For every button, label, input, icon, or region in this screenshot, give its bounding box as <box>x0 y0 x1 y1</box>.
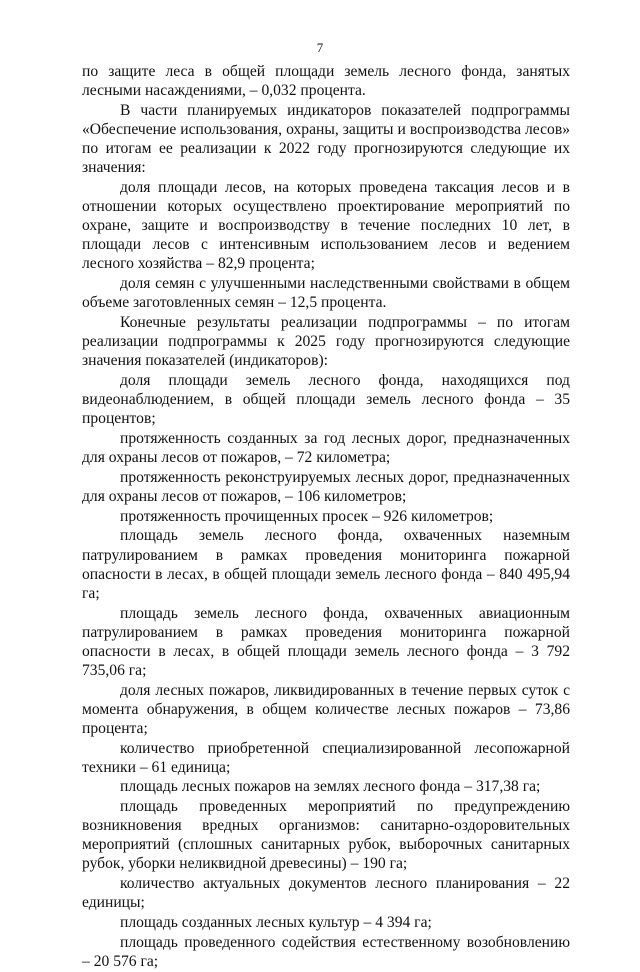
paragraph-air-patrol: площадь земель лесного фонда, охваченных авиационным патрулированием в рамках проведения мониторинга пожарной опасности в лесах, в общей площади земель лесного фонда – 3 792 735,06 га; <box>82 604 570 679</box>
page-number: 7 <box>316 40 324 55</box>
paragraph-seeds-share: доля семян с улучшенными наследственными свойствами в общем объеме заготовленных семян – 12,5 процента. <box>82 275 570 312</box>
paragraph-video-surveillance: доля площади земель лесного фонда, находящихся под видеонаблюдением, в общей площади земель лесного фонда – 35 процентов; <box>82 371 570 428</box>
paragraph-fire-area: площадь лесных пожаров на землях лесного фонда – 317,38 га; <box>120 778 541 796</box>
paragraph-fire-equipment: количество приобретенной специализированной лесопожарной техники – 61 единица; <box>82 739 570 776</box>
paragraph-taxation-share: доля площади лесов, на которых проведена таксация лесов и в отношении которых осуществлено проектирование мероприятий по охране, защите и воспроизводству в течение последних 10 лет, в площади лесов с интенсивным использованием лесов и ведением лесного хозяйства – 82,9 процента; <box>82 178 570 273</box>
paragraph-sanitary-measures: площадь проведенных мероприятий по предупреждению возникновения вредных организмов: санитарно-оздоровительных мероприятий (сплошных санитарных рубок, выборочных санитарных рубок, уборки неликвидной древесины) – 190 га; <box>82 798 570 873</box>
paragraph-final-results: Конечные результаты реализации подпрограммы – по итогам реализации подпрограммы к 2025 году прогнозируются следующие значения показателей (индикаторов): <box>82 313 570 370</box>
paragraph-natural-regeneration: площадь проведенного содействия естественному возобновлению – 20 576 га; <box>82 933 570 970</box>
paragraph-fires-first-day: доля лесных пожаров, ликвидированных в течение первых суток с момента обнаружения, в общем количестве лесных пожаров – 73,86 процента; <box>82 681 570 737</box>
document-body <box>82 62 570 972</box>
paragraph-clearings: протяженность прочищенных просек – 926 километров; <box>120 507 494 525</box>
paragraph-reconstructed-roads: протяженность реконструируемых лесных дорог, предназначенных для охраны лесов от пожаров, – 106 километров; <box>82 468 570 505</box>
paragraph-ground-patrol: площадь земель лесного фонда, охваченных наземным патрулированием в рамках проведения мониторинга пожарной опасности в лесах, в общей площади земель лесного фонда – 840 495,94 га; <box>82 527 570 602</box>
paragraph-new-roads: протяженность созданных за год лесных дорог, предназначенных для охраны лесов от пожаров, – 72 километра; <box>82 429 570 466</box>
paragraph-indicators-intro: В части планируемых индикаторов показателей подпрограммы «Обеспечение использования, охраны, защиты и воспроизводства лесов» по итогам ее реализации к 2022 году прогнозируются следующие их значения: <box>82 101 570 177</box>
paragraph-planning-documents: количество актуальных документов лесного планирования – 22 единицы; <box>82 875 570 912</box>
paragraph-forest-crops: площадь созданных лесных культур – 4 394 га; <box>120 914 432 932</box>
paragraph-continuation: по защите леса в общей площади земель лесного фонда, занятых лесными насаждениями, – 0,032 процента. <box>82 63 570 100</box>
